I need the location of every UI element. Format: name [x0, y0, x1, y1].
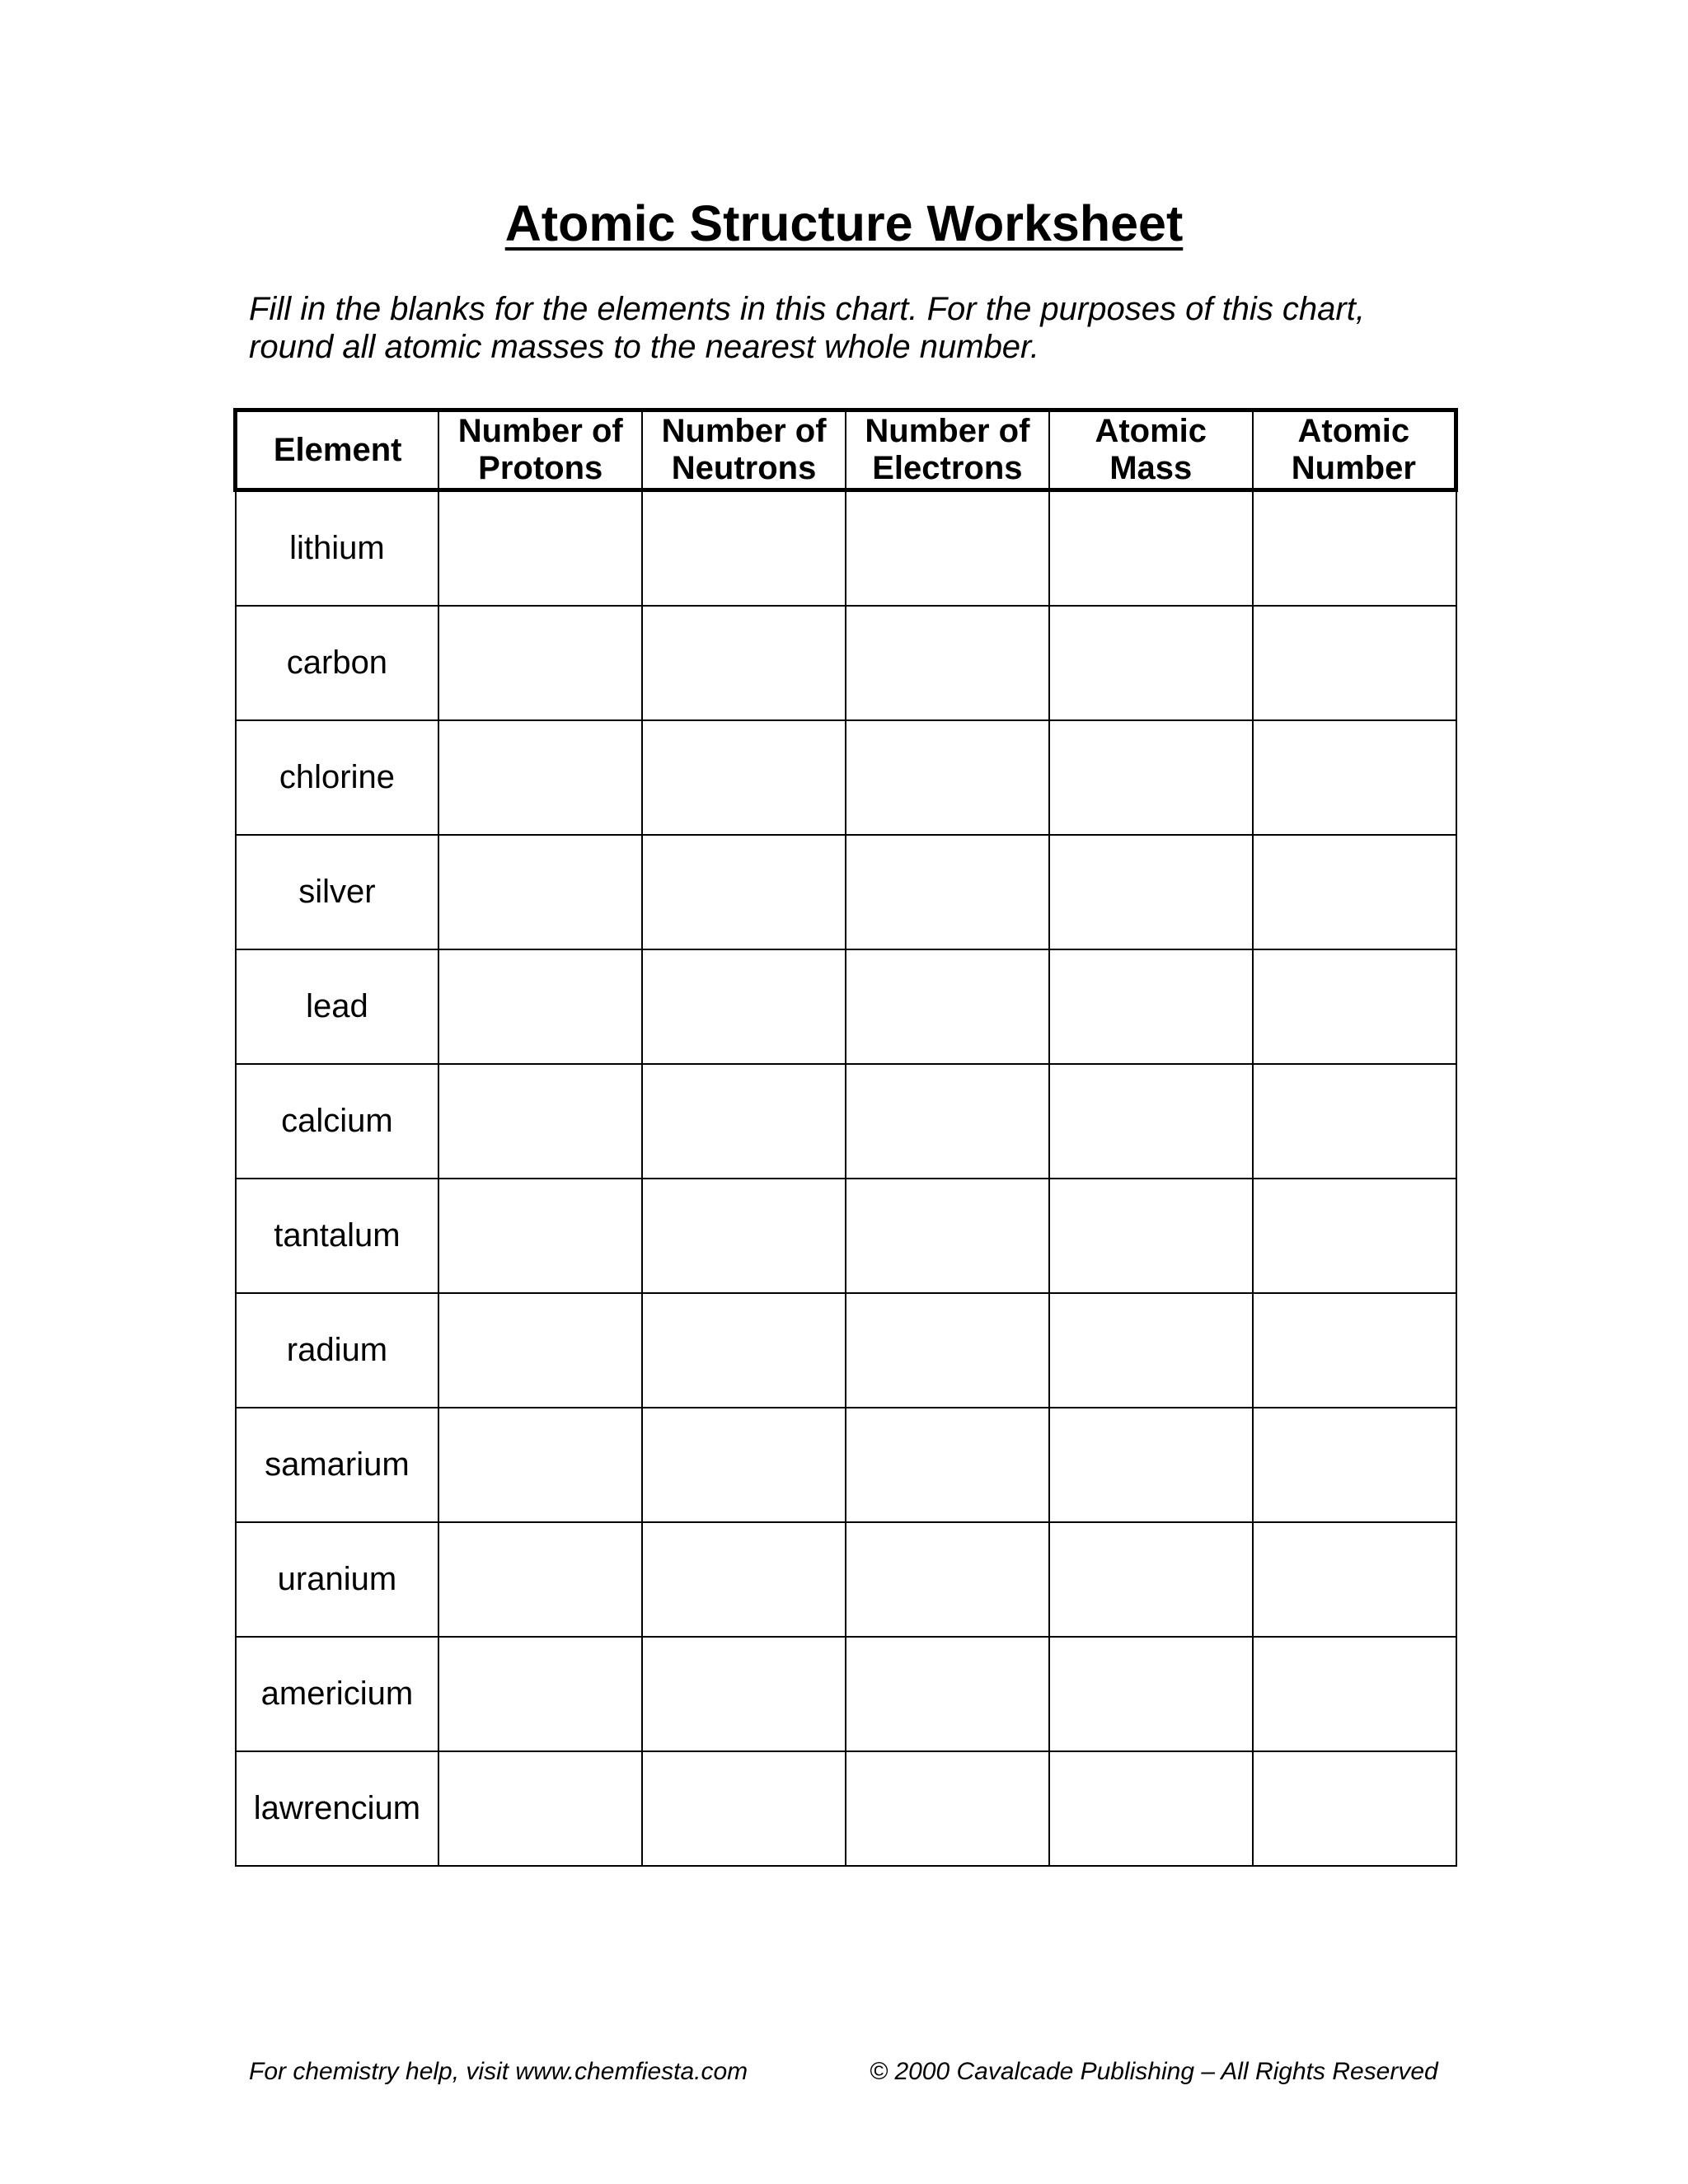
element-name-cell: americium — [236, 1637, 439, 1751]
neutrons-blank-cell[interactable] — [642, 1064, 846, 1179]
header-electrons — [846, 410, 1049, 490]
neutrons-blank-cell[interactable] — [642, 606, 846, 720]
table-row — [236, 1408, 1456, 1522]
header-element — [236, 410, 439, 490]
footer-copyright: © 2000 Cavalcade Publishing – All Rights Reserved — [870, 2058, 1438, 2085]
atomic-number-blank-cell[interactable] — [1253, 720, 1456, 835]
footer-help-text: For chemistry help, visit www.chemfiesta.com — [249, 2058, 748, 2085]
atomic-number-blank-cell[interactable] — [1253, 949, 1456, 1064]
element-name-cell: calcium — [236, 1064, 439, 1179]
neutrons-blank-cell[interactable] — [642, 1408, 846, 1522]
atomic-number-blank-cell[interactable] — [1253, 1064, 1456, 1179]
element-name-cell: carbon — [236, 606, 439, 720]
atomic-number-blank-cell[interactable] — [1253, 1522, 1456, 1637]
atomic-mass-blank-cell[interactable] — [1049, 1064, 1253, 1179]
header-atomic-number-line-1: Atomic — [1297, 413, 1410, 449]
electrons-blank-cell[interactable] — [846, 490, 1049, 607]
neutrons-blank-cell[interactable] — [642, 490, 846, 607]
protons-blank-cell[interactable] — [438, 949, 642, 1064]
atomic-mass-blank-cell[interactable] — [1049, 949, 1253, 1064]
header-neutrons-line-2: Neutrons — [671, 450, 817, 486]
protons-blank-cell[interactable] — [438, 1293, 642, 1408]
table-row — [236, 1637, 1456, 1751]
atomic-number-blank-cell[interactable] — [1253, 1408, 1456, 1522]
atomic-mass-blank-cell[interactable] — [1049, 1408, 1253, 1522]
table-row — [236, 490, 1456, 607]
electrons-blank-cell[interactable] — [846, 606, 1049, 720]
neutrons-blank-cell[interactable] — [642, 835, 846, 949]
protons-blank-cell[interactable] — [438, 835, 642, 949]
table-row — [236, 1179, 1456, 1293]
protons-blank-cell[interactable] — [438, 1179, 642, 1293]
header-neutrons-line-1: Number of — [661, 413, 827, 449]
protons-blank-cell[interactable] — [438, 1408, 642, 1522]
electrons-blank-cell[interactable] — [846, 1637, 1049, 1751]
element-name-cell: samarium — [236, 1408, 439, 1522]
neutrons-blank-cell[interactable] — [642, 1637, 846, 1751]
element-name-cell: lithium — [236, 490, 439, 607]
atomic-mass-blank-cell[interactable] — [1049, 1522, 1253, 1637]
electrons-blank-cell[interactable] — [846, 1064, 1049, 1179]
header-protons-line-1: Number of — [457, 413, 623, 449]
protons-blank-cell[interactable] — [438, 1751, 642, 1866]
table-row — [236, 949, 1456, 1064]
protons-blank-cell[interactable] — [438, 720, 642, 835]
table-header-row — [236, 410, 1456, 490]
atomic-number-blank-cell[interactable] — [1253, 1751, 1456, 1866]
electrons-blank-cell[interactable] — [846, 1179, 1049, 1293]
protons-blank-cell[interactable] — [438, 490, 642, 607]
instructions-line-1: Fill in the blanks for the elements in this chart. For the purposes of this chart, — [249, 291, 1365, 327]
element-name-cell: uranium — [236, 1522, 439, 1637]
table-row — [236, 606, 1456, 720]
atomic-structure-table — [233, 408, 1458, 1867]
table-row — [236, 1293, 1456, 1408]
element-name-cell: lawrencium — [236, 1751, 439, 1866]
atomic-number-blank-cell[interactable] — [1253, 1179, 1456, 1293]
protons-blank-cell[interactable] — [438, 1064, 642, 1179]
table-row — [236, 1522, 1456, 1637]
atomic-mass-blank-cell[interactable] — [1049, 606, 1253, 720]
atomic-number-blank-cell[interactable] — [1253, 835, 1456, 949]
header-protons-line-2: Protons — [478, 450, 603, 486]
atomic-mass-blank-cell[interactable] — [1049, 1179, 1253, 1293]
element-name-cell: lead — [236, 949, 439, 1064]
atomic-mass-blank-cell[interactable] — [1049, 720, 1253, 835]
header-neutrons — [642, 410, 846, 490]
protons-blank-cell[interactable] — [438, 1522, 642, 1637]
table-row — [236, 835, 1456, 949]
atomic-mass-blank-cell[interactable] — [1049, 1637, 1253, 1751]
neutrons-blank-cell[interactable] — [642, 1751, 846, 1866]
atomic-number-blank-cell[interactable] — [1253, 1293, 1456, 1408]
electrons-blank-cell[interactable] — [846, 949, 1049, 1064]
neutrons-blank-cell[interactable] — [642, 1293, 846, 1408]
neutrons-blank-cell[interactable] — [642, 1179, 846, 1293]
instructions-line-2: round all atomic masses to the nearest whole number. — [249, 329, 1040, 365]
table-row — [236, 720, 1456, 835]
atomic-number-blank-cell[interactable] — [1253, 1637, 1456, 1751]
electrons-blank-cell[interactable] — [846, 1293, 1049, 1408]
element-name-cell: radium — [236, 1293, 439, 1408]
table-row — [236, 1064, 1456, 1179]
electrons-blank-cell[interactable] — [846, 1522, 1049, 1637]
atomic-mass-blank-cell[interactable] — [1049, 835, 1253, 949]
protons-blank-cell[interactable] — [438, 606, 642, 720]
neutrons-blank-cell[interactable] — [642, 949, 846, 1064]
header-atomic-mass-line-1: Atomic — [1095, 413, 1207, 449]
header-atomic-number — [1253, 410, 1456, 490]
atomic-number-blank-cell[interactable] — [1253, 606, 1456, 720]
header-atomic-mass-line-2: Mass — [1109, 450, 1193, 486]
atomic-mass-blank-cell[interactable] — [1049, 490, 1253, 607]
header-electrons-line-2: Electrons — [872, 450, 1023, 486]
header-electrons-line-1: Number of — [865, 413, 1030, 449]
neutrons-blank-cell[interactable] — [642, 1522, 846, 1637]
atomic-mass-blank-cell[interactable] — [1049, 1293, 1253, 1408]
electrons-blank-cell[interactable] — [846, 720, 1049, 835]
atomic-mass-blank-cell[interactable] — [1049, 1751, 1253, 1866]
electrons-blank-cell[interactable] — [846, 1408, 1049, 1522]
electrons-blank-cell[interactable] — [846, 835, 1049, 949]
header-atomic-number-line-2: Number — [1291, 450, 1416, 486]
instructions — [249, 290, 1485, 366]
element-name-cell: silver — [236, 835, 439, 949]
protons-blank-cell[interactable] — [438, 1637, 642, 1751]
header-element-label: Element — [273, 431, 402, 468]
atomic-number-blank-cell[interactable] — [1253, 490, 1456, 607]
neutrons-blank-cell[interactable] — [642, 720, 846, 835]
page-title: Atomic Structure Worksheet — [504, 195, 1184, 251]
element-name-cell: tantalum — [236, 1179, 439, 1293]
header-atomic-mass — [1049, 410, 1253, 490]
header-protons — [438, 410, 642, 490]
electrons-blank-cell[interactable] — [846, 1751, 1049, 1866]
table-row — [236, 1751, 1456, 1866]
element-name-cell: chlorine — [236, 720, 439, 835]
